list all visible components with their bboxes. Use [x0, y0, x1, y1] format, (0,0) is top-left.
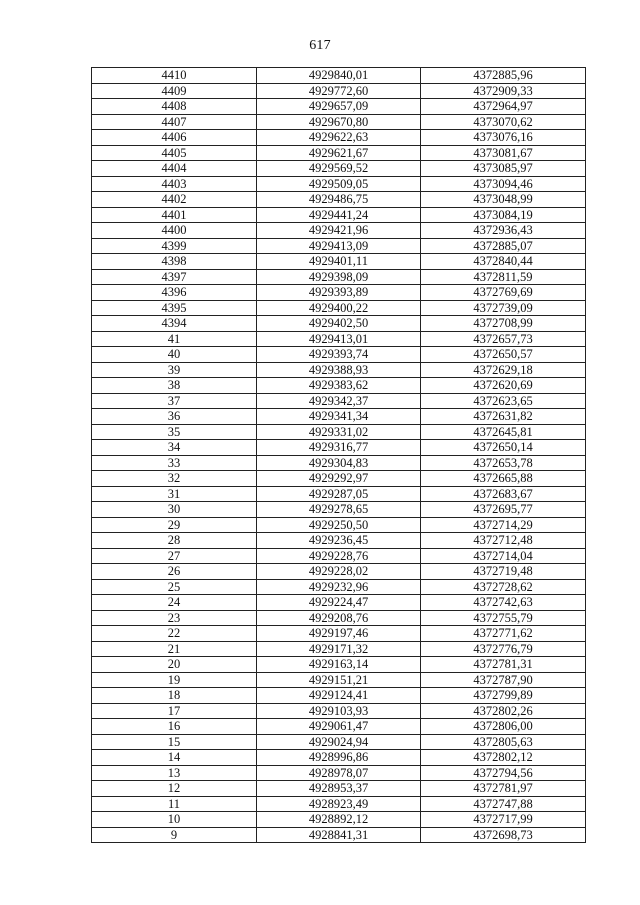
point-number-cell: 4409	[92, 83, 257, 99]
point-number-cell: 4400	[92, 223, 257, 239]
y-coordinate-cell: 4372629,18	[421, 362, 586, 378]
y-coordinate-cell: 4373081,67	[421, 145, 586, 161]
point-number-cell: 4407	[92, 114, 257, 130]
point-number-cell: 4394	[92, 316, 257, 332]
x-coordinate-cell: 4929657,09	[257, 99, 421, 115]
table-row	[92, 223, 586, 239]
point-number-cell: 34	[92, 440, 257, 456]
point-number-cell: 20	[92, 657, 257, 673]
x-coordinate-cell: 4929232,96	[257, 579, 421, 595]
table-row	[92, 626, 586, 642]
x-coordinate-cell: 4929151,21	[257, 672, 421, 688]
point-number-cell: 28	[92, 533, 257, 549]
x-coordinate-cell: 4929772,60	[257, 83, 421, 99]
x-coordinate-cell: 4929342,37	[257, 393, 421, 409]
point-number-cell: 15	[92, 734, 257, 750]
table-row	[92, 161, 586, 177]
table-row	[92, 471, 586, 487]
y-coordinate-cell: 4372620,69	[421, 378, 586, 394]
table-row	[92, 827, 586, 843]
table-row	[92, 207, 586, 223]
x-coordinate-cell: 4929622,63	[257, 130, 421, 146]
x-coordinate-cell: 4929341,34	[257, 409, 421, 425]
y-coordinate-cell: 4372645,81	[421, 424, 586, 440]
point-number-cell: 35	[92, 424, 257, 440]
y-coordinate-cell: 4373084,19	[421, 207, 586, 223]
x-coordinate-cell: 4929316,77	[257, 440, 421, 456]
point-number-cell: 10	[92, 812, 257, 828]
x-coordinate-cell: 4929197,46	[257, 626, 421, 642]
y-coordinate-cell: 4372631,82	[421, 409, 586, 425]
table-row	[92, 641, 586, 657]
table-row	[92, 285, 586, 301]
page-number: 617	[309, 38, 331, 53]
table-row	[92, 595, 586, 611]
x-coordinate-cell: 4929670,80	[257, 114, 421, 130]
table-row	[92, 114, 586, 130]
y-coordinate-cell: 4373094,46	[421, 176, 586, 192]
x-coordinate-cell: 4929421,96	[257, 223, 421, 239]
x-coordinate-cell: 4929103,93	[257, 703, 421, 719]
y-coordinate-cell: 4372811,59	[421, 269, 586, 285]
y-coordinate-cell: 4372936,43	[421, 223, 586, 239]
point-number-cell: 4406	[92, 130, 257, 146]
table-row	[92, 548, 586, 564]
y-coordinate-cell: 4372747,88	[421, 796, 586, 812]
y-coordinate-cell: 4372719,48	[421, 564, 586, 580]
x-coordinate-cell: 4929413,09	[257, 238, 421, 254]
point-number-cell: 30	[92, 502, 257, 518]
table-row	[92, 176, 586, 192]
y-coordinate-cell: 4372714,29	[421, 517, 586, 533]
table-row	[92, 765, 586, 781]
point-number-cell: 4399	[92, 238, 257, 254]
x-coordinate-cell: 4929383,62	[257, 378, 421, 394]
table-row	[92, 781, 586, 797]
table-row	[92, 812, 586, 828]
table-row	[92, 269, 586, 285]
point-number-cell: 4395	[92, 300, 257, 316]
point-number-cell: 4410	[92, 68, 257, 84]
table-row	[92, 688, 586, 704]
x-coordinate-cell: 4929061,47	[257, 719, 421, 735]
point-number-cell: 26	[92, 564, 257, 580]
point-number-cell: 4402	[92, 192, 257, 208]
x-coordinate-cell: 4928978,07	[257, 765, 421, 781]
table-row	[92, 579, 586, 595]
point-number-cell: 4396	[92, 285, 257, 301]
x-coordinate-cell: 4929569,52	[257, 161, 421, 177]
table-row	[92, 734, 586, 750]
x-coordinate-cell: 4928923,49	[257, 796, 421, 812]
y-coordinate-cell: 4372802,12	[421, 750, 586, 766]
table-row	[92, 533, 586, 549]
y-coordinate-cell: 4372771,62	[421, 626, 586, 642]
y-coordinate-cell: 4372698,73	[421, 827, 586, 843]
coordinates-table	[91, 67, 586, 843]
y-coordinate-cell: 4372781,31	[421, 657, 586, 673]
table-row	[92, 378, 586, 394]
x-coordinate-cell: 4929124,41	[257, 688, 421, 704]
y-coordinate-cell: 4372665,88	[421, 471, 586, 487]
x-coordinate-cell: 4928841,31	[257, 827, 421, 843]
point-number-cell: 19	[92, 672, 257, 688]
point-number-cell: 17	[92, 703, 257, 719]
point-number-cell: 25	[92, 579, 257, 595]
x-coordinate-cell: 4929304,83	[257, 455, 421, 471]
y-coordinate-cell: 4372840,44	[421, 254, 586, 270]
x-coordinate-cell: 4929393,74	[257, 347, 421, 363]
y-coordinate-cell: 4372739,09	[421, 300, 586, 316]
x-coordinate-cell: 4929228,76	[257, 548, 421, 564]
point-number-cell: 4398	[92, 254, 257, 270]
y-coordinate-cell: 4372623,65	[421, 393, 586, 409]
table-row	[92, 657, 586, 673]
table-row	[92, 145, 586, 161]
table-row	[92, 83, 586, 99]
point-number-cell: 4397	[92, 269, 257, 285]
x-coordinate-cell: 4928892,12	[257, 812, 421, 828]
x-coordinate-cell: 4929171,32	[257, 641, 421, 657]
y-coordinate-cell: 4372650,57	[421, 347, 586, 363]
x-coordinate-cell: 4929278,65	[257, 502, 421, 518]
y-coordinate-cell: 4372742,63	[421, 595, 586, 611]
x-coordinate-cell: 4929400,22	[257, 300, 421, 316]
x-coordinate-cell: 4929236,45	[257, 533, 421, 549]
x-coordinate-cell: 4929388,93	[257, 362, 421, 378]
point-number-cell: 27	[92, 548, 257, 564]
y-coordinate-cell: 4372712,48	[421, 533, 586, 549]
point-number-cell: 31	[92, 486, 257, 502]
table-row	[92, 750, 586, 766]
point-number-cell: 14	[92, 750, 257, 766]
table-row	[92, 130, 586, 146]
table-row	[92, 409, 586, 425]
table-row	[92, 424, 586, 440]
table-row	[92, 254, 586, 270]
table-row	[92, 68, 586, 84]
y-coordinate-cell: 4372755,79	[421, 610, 586, 626]
point-number-cell: 41	[92, 331, 257, 347]
y-coordinate-cell: 4372776,79	[421, 641, 586, 657]
point-number-cell: 4401	[92, 207, 257, 223]
point-number-cell: 12	[92, 781, 257, 797]
x-coordinate-cell: 4929398,09	[257, 269, 421, 285]
table-row	[92, 99, 586, 115]
y-coordinate-cell: 4372964,97	[421, 99, 586, 115]
x-coordinate-cell: 4929250,50	[257, 517, 421, 533]
x-coordinate-cell: 4929292,97	[257, 471, 421, 487]
x-coordinate-cell: 4929208,76	[257, 610, 421, 626]
y-coordinate-cell: 4373076,16	[421, 130, 586, 146]
x-coordinate-cell: 4929486,75	[257, 192, 421, 208]
y-coordinate-cell: 4372885,96	[421, 68, 586, 84]
point-number-cell: 16	[92, 719, 257, 735]
point-number-cell: 40	[92, 347, 257, 363]
y-coordinate-cell: 4372805,63	[421, 734, 586, 750]
x-coordinate-cell: 4929024,94	[257, 734, 421, 750]
point-number-cell: 32	[92, 471, 257, 487]
x-coordinate-cell: 4929401,11	[257, 254, 421, 270]
y-coordinate-cell: 4372802,26	[421, 703, 586, 719]
table-row	[92, 502, 586, 518]
table-row	[92, 316, 586, 332]
y-coordinate-cell: 4372728,62	[421, 579, 586, 595]
point-number-cell: 4408	[92, 99, 257, 115]
x-coordinate-cell: 4928953,37	[257, 781, 421, 797]
y-coordinate-cell: 4372787,90	[421, 672, 586, 688]
table-row	[92, 331, 586, 347]
x-coordinate-cell: 4928996,86	[257, 750, 421, 766]
table-row	[92, 393, 586, 409]
x-coordinate-cell: 4929224,47	[257, 595, 421, 611]
y-coordinate-cell: 4372806,00	[421, 719, 586, 735]
x-coordinate-cell: 4929413,01	[257, 331, 421, 347]
point-number-cell: 4405	[92, 145, 257, 161]
x-coordinate-cell: 4929509,05	[257, 176, 421, 192]
table-row	[92, 796, 586, 812]
point-number-cell: 24	[92, 595, 257, 611]
y-coordinate-cell: 4372714,04	[421, 548, 586, 564]
x-coordinate-cell: 4929393,89	[257, 285, 421, 301]
point-number-cell: 9	[92, 827, 257, 843]
coordinates-table-body	[92, 68, 586, 843]
y-coordinate-cell: 4372708,99	[421, 316, 586, 332]
point-number-cell: 39	[92, 362, 257, 378]
table-row	[92, 440, 586, 456]
point-number-cell: 36	[92, 409, 257, 425]
x-coordinate-cell: 4929163,14	[257, 657, 421, 673]
table-row	[92, 564, 586, 580]
y-coordinate-cell: 4372717,99	[421, 812, 586, 828]
y-coordinate-cell: 4372885,07	[421, 238, 586, 254]
y-coordinate-cell: 4373085,97	[421, 161, 586, 177]
y-coordinate-cell: 4372653,78	[421, 455, 586, 471]
y-coordinate-cell: 4372657,73	[421, 331, 586, 347]
point-number-cell: 29	[92, 517, 257, 533]
table-row	[92, 517, 586, 533]
point-number-cell: 37	[92, 393, 257, 409]
table-row	[92, 703, 586, 719]
point-number-cell: 18	[92, 688, 257, 704]
x-coordinate-cell: 4929287,05	[257, 486, 421, 502]
y-coordinate-cell: 4372650,14	[421, 440, 586, 456]
point-number-cell: 22	[92, 626, 257, 642]
y-coordinate-cell: 4373070,62	[421, 114, 586, 130]
table-row	[92, 362, 586, 378]
table-row	[92, 192, 586, 208]
y-coordinate-cell: 4372695,77	[421, 502, 586, 518]
table-row	[92, 347, 586, 363]
point-number-cell: 23	[92, 610, 257, 626]
x-coordinate-cell: 4929441,24	[257, 207, 421, 223]
y-coordinate-cell: 4372769,69	[421, 285, 586, 301]
point-number-cell: 21	[92, 641, 257, 657]
y-coordinate-cell: 4372794,56	[421, 765, 586, 781]
table-row	[92, 610, 586, 626]
y-coordinate-cell: 4372781,97	[421, 781, 586, 797]
table-row	[92, 672, 586, 688]
y-coordinate-cell: 4372799,89	[421, 688, 586, 704]
table-row	[92, 238, 586, 254]
x-coordinate-cell: 4929840,01	[257, 68, 421, 84]
point-number-cell: 33	[92, 455, 257, 471]
table-row	[92, 455, 586, 471]
x-coordinate-cell: 4929331,02	[257, 424, 421, 440]
point-number-cell: 4404	[92, 161, 257, 177]
table-row	[92, 300, 586, 316]
point-number-cell: 4403	[92, 176, 257, 192]
y-coordinate-cell: 4373048,99	[421, 192, 586, 208]
x-coordinate-cell: 4929228,02	[257, 564, 421, 580]
y-coordinate-cell: 4372909,33	[421, 83, 586, 99]
point-number-cell: 13	[92, 765, 257, 781]
x-coordinate-cell: 4929402,50	[257, 316, 421, 332]
x-coordinate-cell: 4929621,67	[257, 145, 421, 161]
table-row	[92, 486, 586, 502]
y-coordinate-cell: 4372683,67	[421, 486, 586, 502]
table-row	[92, 719, 586, 735]
point-number-cell: 11	[92, 796, 257, 812]
point-number-cell: 38	[92, 378, 257, 394]
